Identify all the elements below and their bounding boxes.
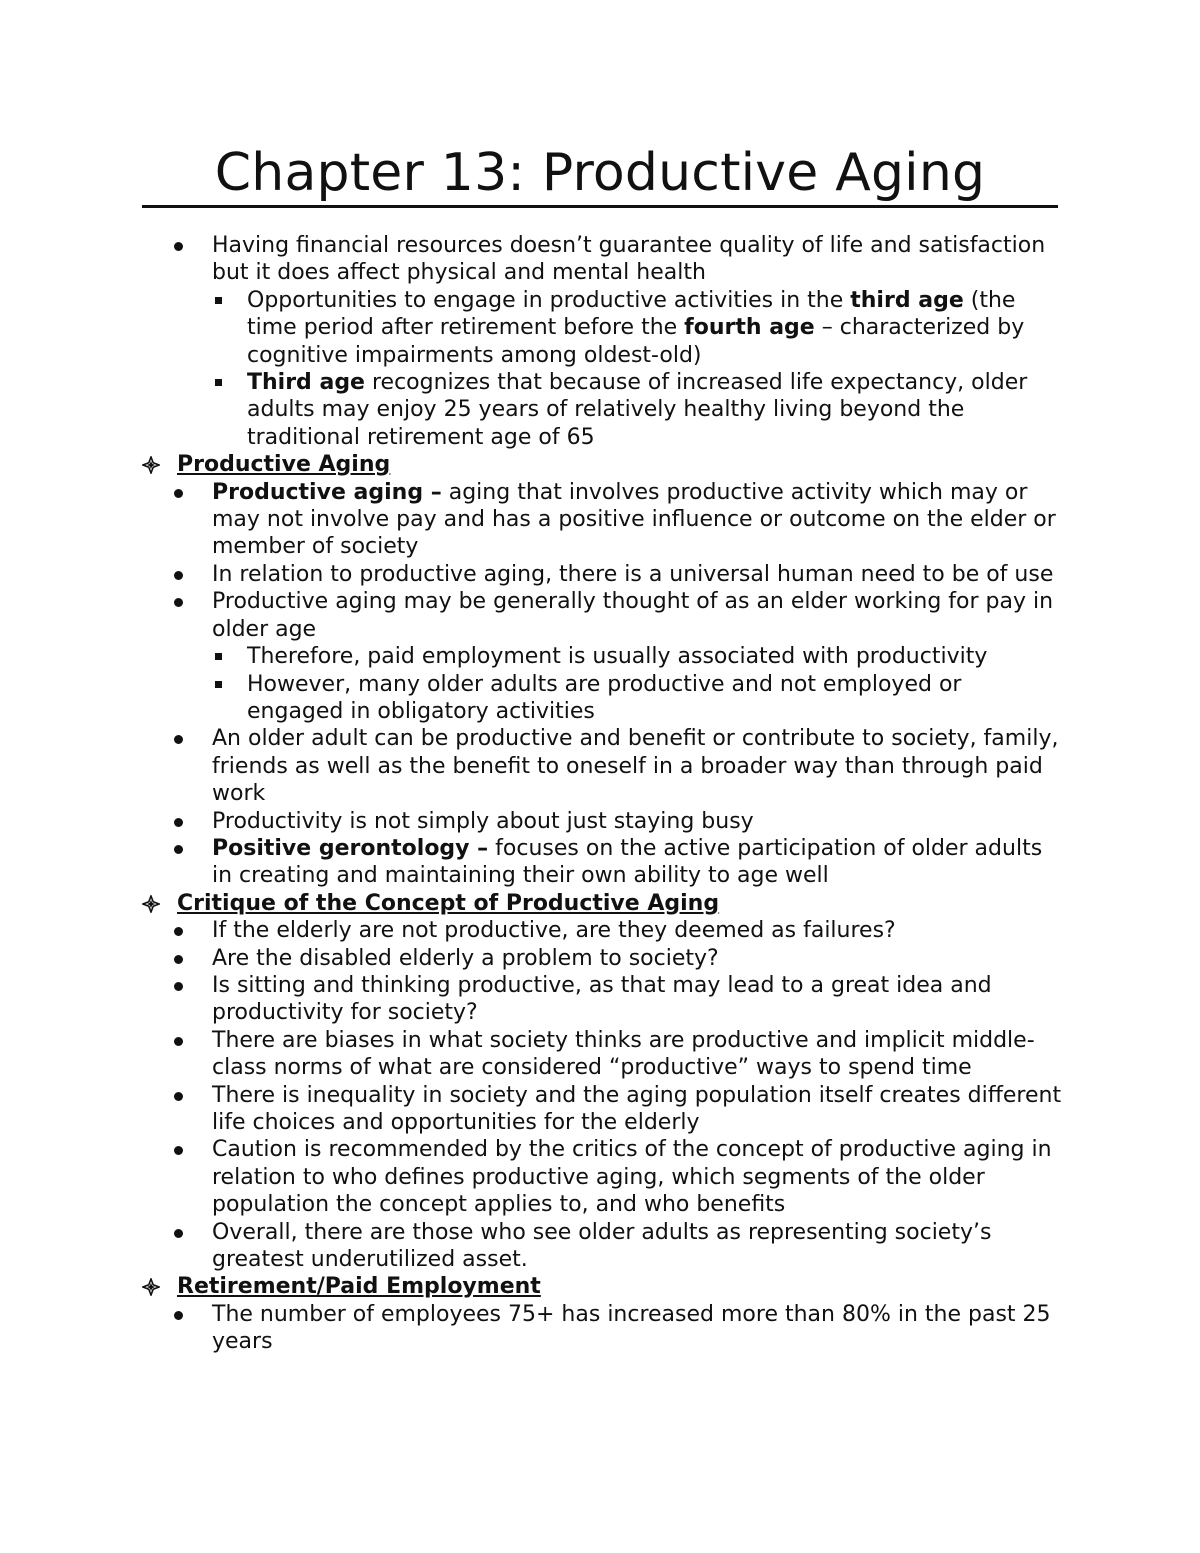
text-run: Therefore, paid employment is usually associated with productivity [247,644,988,670]
bullet-dot-icon [174,561,184,588]
list-item-text [212,232,1062,287]
sub-list-item [0,287,1200,369]
text-run: – characterized by cognitive impairments among oldest-old) [247,315,1025,368]
list-item [0,972,1200,1027]
list-item [0,1082,1200,1137]
notes-body [0,232,1200,1356]
text-run: If the elderly are not productive, are they deemed as failures? [212,918,896,944]
list-item-text [212,1219,1062,1274]
list-item [0,1219,1200,1274]
bullet-dot-icon [174,1027,184,1054]
bullet-dot-icon [174,725,184,752]
text-run: Caution is recommended by the critics of the concept of productive aging in relation to who defines productive aging, which segments of the older population the concept applies to, and who benefits [212,1137,1052,1218]
bullet-dot-icon [174,945,184,972]
list-item-text [212,945,1062,972]
section-heading [0,451,1200,478]
text-run: (the time period after retirement before the [247,287,1016,341]
list-item-text [212,1027,1062,1082]
bullet-dot-icon [174,232,184,259]
diamond-bullet-icon [142,1273,162,1300]
list-item [0,917,1200,944]
section-heading-text [177,451,1057,478]
list-item [0,588,1200,643]
list-item-text [212,479,1062,561]
bullet-dot-icon [174,1219,184,1246]
text-run: There is inequality in society and the aging population itself creates different life choices and opportunities for the elderly [212,1082,1062,1135]
sub-list-item [0,643,1200,670]
text-run: An older adult can be productive and benefit or contribute to society, family, friends as well as the benefit to oneself in a broader way than through paid work [212,726,1059,807]
bullet-square-icon [215,369,223,396]
list-item [0,1136,1200,1218]
text-run: However, many older adults are productive and not employed or engaged in obligatory activities [247,671,962,724]
section-heading-text [177,890,1057,917]
list-item-text [212,1301,1062,1356]
bold-term: Third age [247,370,365,396]
text-run: recognizes that because of increased life expectancy, older adults may enjoy 25 years of relatively healthy living beyond the traditional retirement age of 65 [247,370,1028,450]
section-heading-text [177,1273,1057,1300]
text-run: There are biases in what society thinks are productive and implicit middle-class norms of what are considered “productive” ways to spend time [212,1027,1035,1081]
diamond-bullet-icon [142,451,162,478]
text-run: focuses on the active participation of older adults in creating and maintaining their own ability to age well [212,835,1043,889]
text-run: In relation to productive aging, there is a universal human need to be of use [212,561,1054,587]
sub-list-item-text [247,643,1057,670]
bullet-dot-icon [174,1136,184,1163]
text-run: Opportunities to engage in productive activities in the [247,287,851,313]
text-run: Is sitting and thinking productive, as that may lead to a great idea and productivity for society? [212,972,992,1026]
section-heading [0,890,1200,917]
bullet-square-icon [215,671,223,698]
text-run: aging that involves productive activity which may or may not involve pay and has a positive influence or outcome on the elder or member of society [212,479,1056,560]
bullet-dot-icon [174,835,184,862]
bold-term: Retirement/Paid Employment [177,1274,541,1300]
list-item-text [212,725,1062,807]
list-item-text [212,561,1062,588]
bold-term: Positive gerontology – [212,835,489,861]
text-run: Productive aging may be generally thought of as an elder working for pay in older age [212,589,1054,642]
list-item [0,725,1200,807]
text-run: Are the disabled elderly a problem to society? [212,945,719,971]
text-run: Productivity is not simply about just staying busy [212,808,754,834]
list-item [0,945,1200,972]
list-item [0,1027,1200,1082]
bold-term: Productive aging – [212,479,442,505]
bold-term: Productive Aging [177,452,391,478]
list-item-text [212,588,1062,643]
diamond-bullet-icon [142,890,162,917]
list-item-text [212,835,1062,890]
sub-list-item-text [247,287,1057,369]
list-item [0,1301,1200,1356]
list-item-text [212,808,1062,835]
text-run: Having financial resources doesn’t guarantee quality of life and satisfaction but it does affect physical and mental health [212,233,1046,286]
list-item [0,479,1200,561]
list-item [0,835,1200,890]
text-run: The number of employees 75+ has increased more than 80% in the past 25 years [212,1301,1051,1355]
list-item-text [212,917,1062,944]
sub-list-item [0,671,1200,726]
bullet-dot-icon [174,972,184,999]
list-item [0,561,1200,588]
title-underline [142,205,1058,208]
bullet-dot-icon [174,588,184,615]
bullet-square-icon [215,643,223,670]
sub-list-item-text [247,369,1057,451]
list-item [0,808,1200,835]
list-item-text [212,1082,1062,1137]
sub-list-item [0,369,1200,451]
text-run: Overall, there are those who see older adults as representing society’s greatest underutilized asset. [212,1219,992,1273]
bullet-dot-icon [174,1082,184,1109]
bullet-dot-icon [174,1301,184,1328]
list-item-text [212,972,1062,1027]
sub-list-item-text [247,671,1057,726]
page-title: Chapter 13: Productive Aging [214,143,986,203]
list-item-text [212,1136,1062,1218]
bullet-dot-icon [174,808,184,835]
section-heading [0,1273,1200,1300]
bullet-square-icon [215,287,223,314]
bullet-dot-icon [174,917,184,944]
bold-term: fourth age [684,315,815,341]
bold-term: Critique of the Concept of Productive Aging [177,890,720,916]
bullet-dot-icon [174,479,184,506]
list-item [0,232,1200,287]
bold-term: third age [850,287,964,313]
